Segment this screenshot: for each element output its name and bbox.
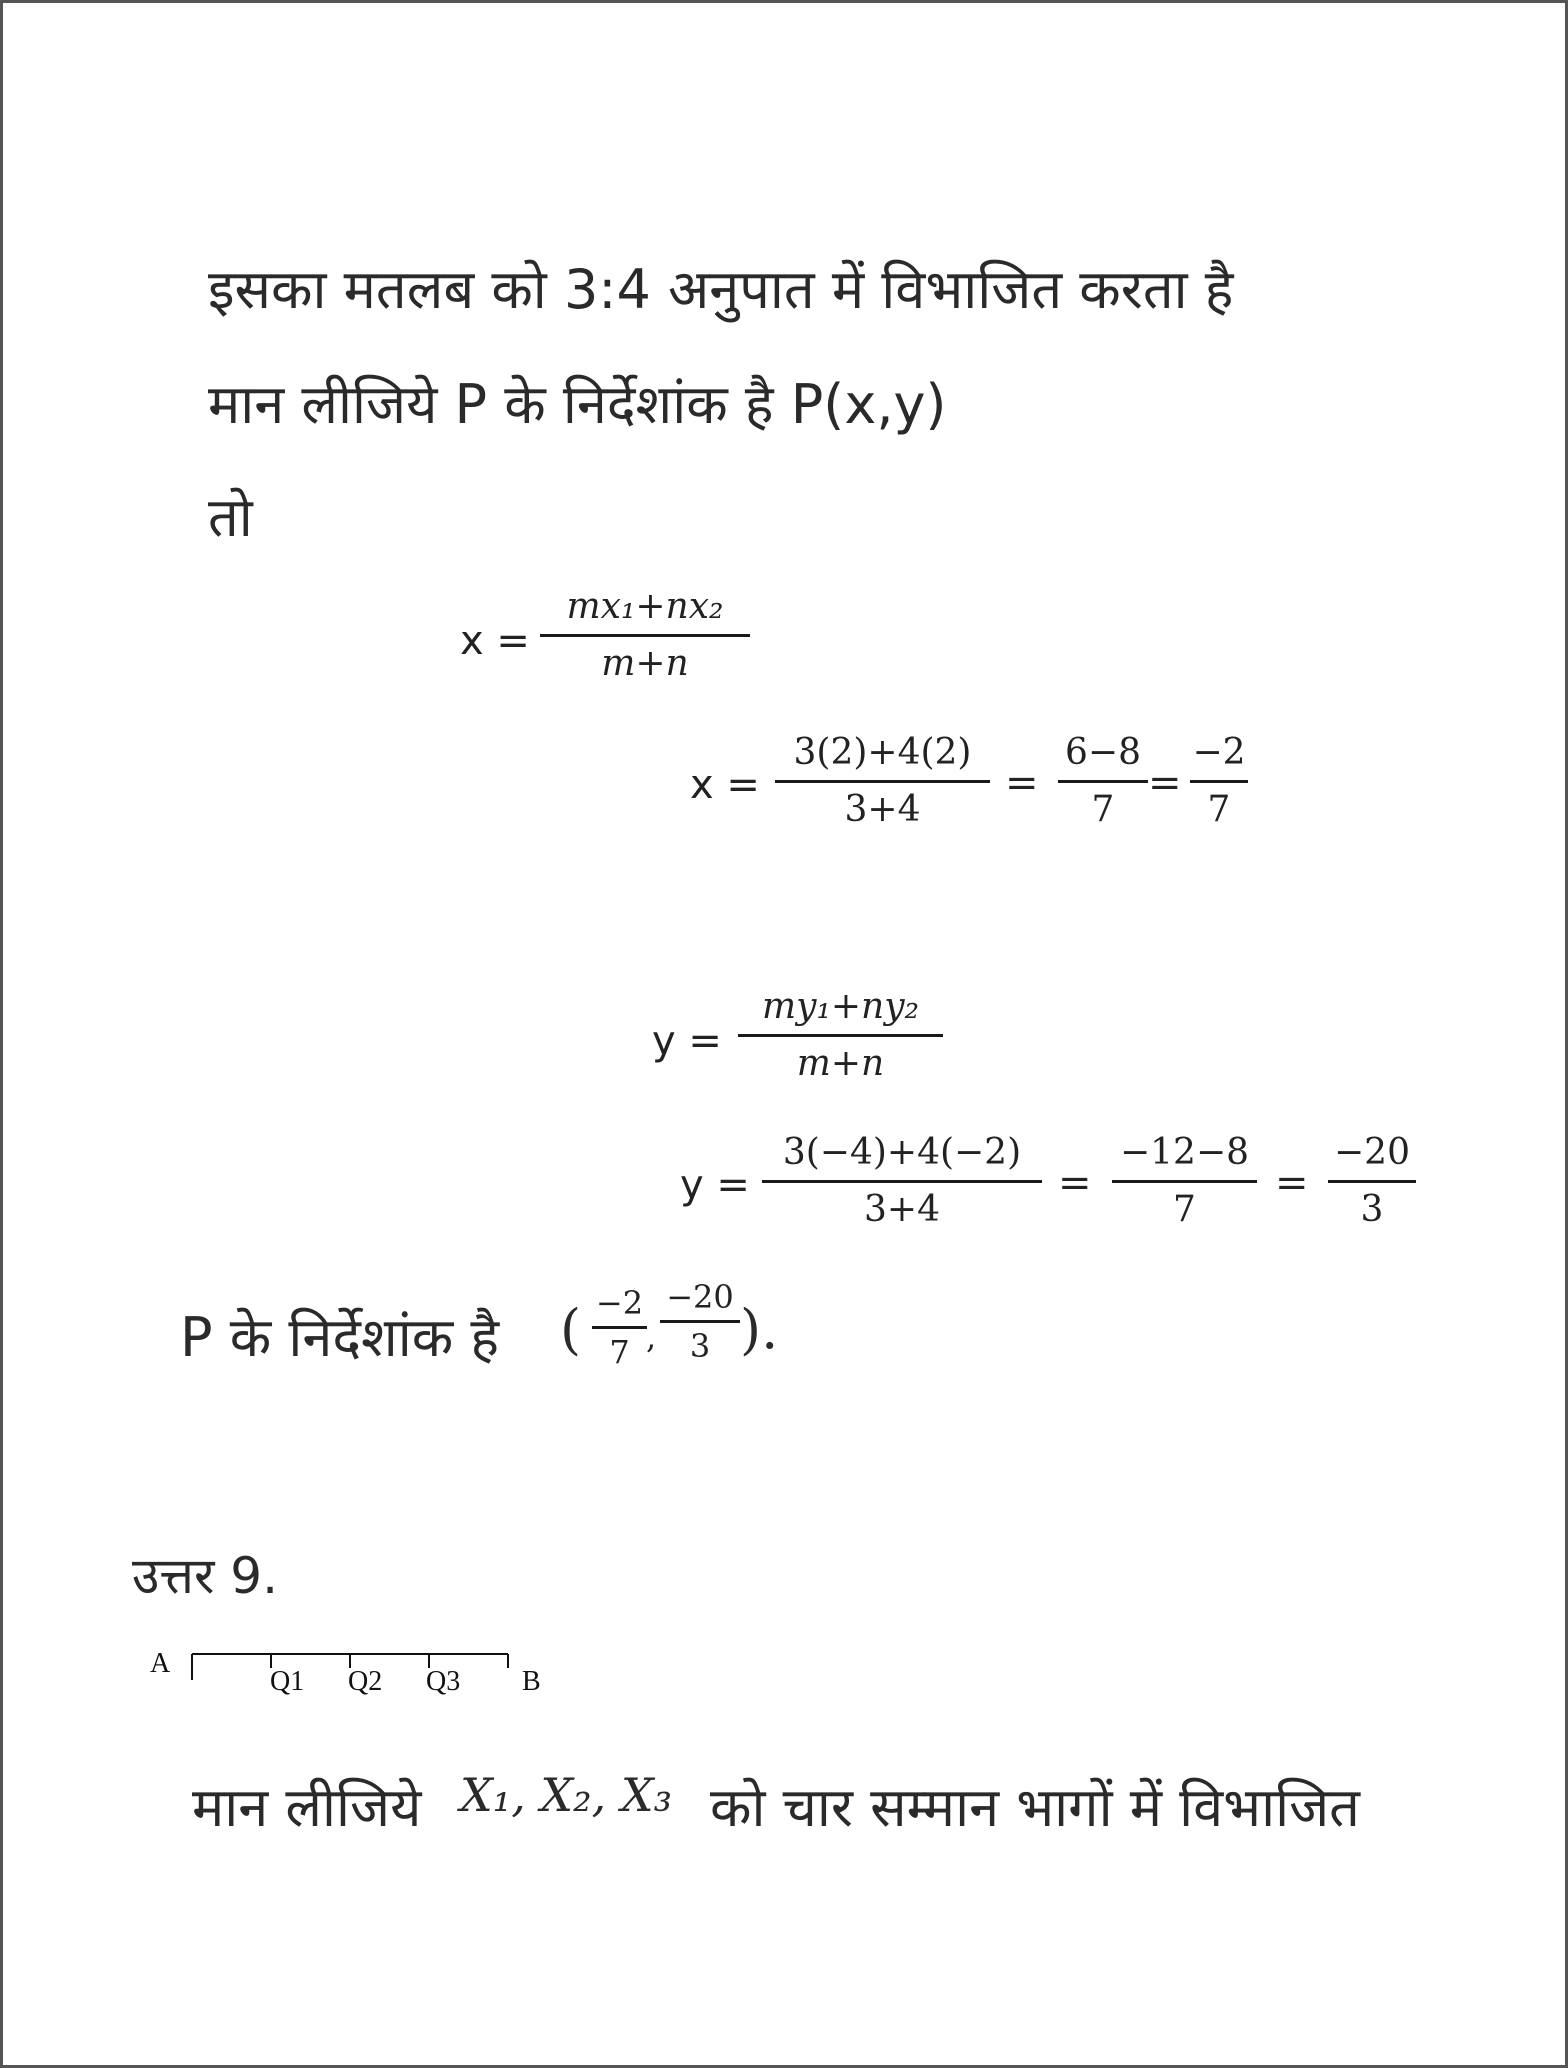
denominator: m+n xyxy=(601,643,689,684)
numerator: −12−8 xyxy=(1119,1132,1250,1173)
segment-diagram xyxy=(148,1640,568,1700)
fraction xyxy=(738,982,943,1089)
fraction-bar xyxy=(592,1326,647,1329)
denominator: 7 xyxy=(609,1333,630,1371)
result-text: P के निर्देशांक है xyxy=(180,1306,500,1369)
numerator: 6−8 xyxy=(1065,732,1141,773)
numerator: −20 xyxy=(1334,1132,1410,1173)
equals-sign: = xyxy=(1148,760,1182,806)
numerator: −2 xyxy=(1192,732,1246,773)
equation-lhs: x = xyxy=(460,618,530,664)
fraction xyxy=(1328,1128,1416,1235)
fraction xyxy=(540,582,750,689)
fraction-bar xyxy=(738,1034,943,1037)
answer-heading: उत्तर 9. xyxy=(132,1547,278,1605)
denominator: 3 xyxy=(689,1327,711,1365)
equation-lhs: x = xyxy=(690,762,760,808)
numerator: 3(−4)+4(−2) xyxy=(782,1132,1022,1173)
point-q1-label: Q1 xyxy=(270,1666,305,1697)
fraction xyxy=(592,1282,647,1373)
fraction-bar xyxy=(1112,1180,1257,1183)
denominator: 3+4 xyxy=(864,1189,940,1230)
equals-sign: = xyxy=(1275,1160,1309,1206)
point-b-label: B xyxy=(522,1666,541,1697)
numerator: 3(2)+4(2) xyxy=(793,732,972,773)
equals-sign: = xyxy=(1058,1160,1092,1206)
denominator: 3+4 xyxy=(844,789,921,830)
close-paren: ). xyxy=(740,1298,779,1361)
equation-lhs: y = xyxy=(680,1162,750,1208)
equals-sign: = xyxy=(1005,760,1039,806)
fraction-bar xyxy=(540,634,750,637)
fraction xyxy=(1112,1128,1257,1235)
fraction-bar xyxy=(1058,780,1148,783)
text-line-then: तो xyxy=(208,486,253,549)
numerator: mx₁+nx₂ xyxy=(566,586,724,627)
text-line-assume-p: मान लीजिये P के निर्देशांक है P(x,y) xyxy=(208,373,947,436)
fraction-bar xyxy=(775,780,990,783)
last-line-post: को चार सम्मान भागों में विभाजित xyxy=(710,1776,1360,1839)
denominator: 3 xyxy=(1360,1189,1384,1230)
numerator: −20 xyxy=(666,1278,734,1316)
equation-lhs: y = xyxy=(652,1018,722,1064)
fraction xyxy=(775,728,990,835)
denominator: m+n xyxy=(796,1043,885,1084)
comma: , xyxy=(646,1318,657,1356)
fraction xyxy=(1190,728,1248,835)
variables-x1-x2-x3: X₁, X₂, X₃ xyxy=(460,1768,673,1822)
fraction xyxy=(1058,728,1148,835)
point-a-label: A xyxy=(150,1648,171,1679)
text-line-ratio: इसका मतलब को 3:4 अनुपात में विभाजित करता है xyxy=(208,258,1234,321)
denominator: 7 xyxy=(1207,789,1231,830)
point-q3-label: Q3 xyxy=(426,1666,461,1697)
fraction-bar xyxy=(660,1320,740,1323)
fraction-bar xyxy=(1190,780,1248,783)
numerator: my₁+ny₂ xyxy=(761,986,920,1027)
denominator: 7 xyxy=(1173,1189,1196,1230)
fraction xyxy=(762,1128,1042,1235)
fraction-bar xyxy=(762,1180,1042,1183)
point-q2-label: Q2 xyxy=(348,1666,383,1697)
open-paren: ( xyxy=(560,1298,582,1361)
numerator: −2 xyxy=(595,1284,644,1322)
fraction-bar xyxy=(1328,1180,1416,1183)
last-line-pre: मान लीजिये xyxy=(192,1776,422,1839)
denominator: 7 xyxy=(1091,789,1115,830)
fraction xyxy=(660,1276,740,1367)
